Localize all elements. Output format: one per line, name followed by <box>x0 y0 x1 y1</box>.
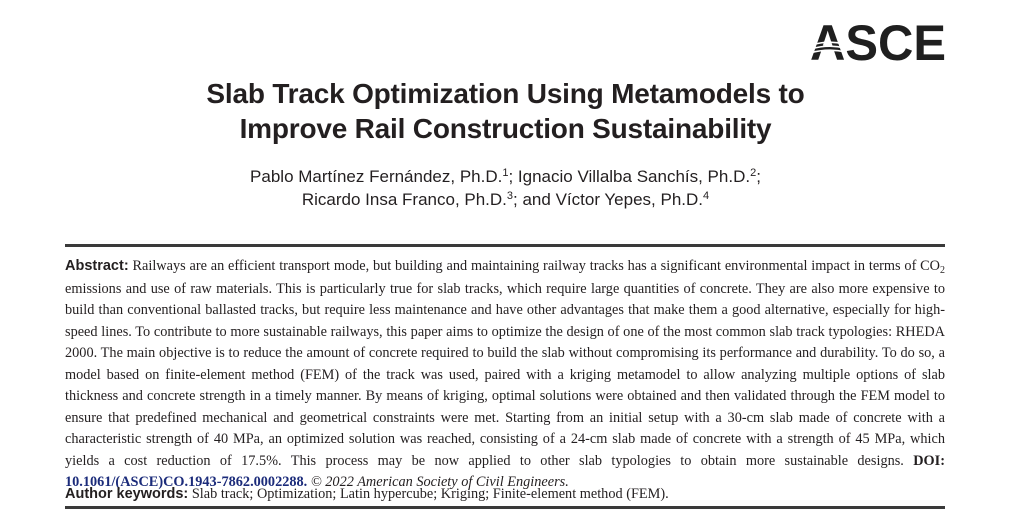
co2-subscript: 2 <box>940 265 945 276</box>
doi-label: DOI: <box>913 452 945 469</box>
abstract-text: Railways are an efficient transport mode, but building and maintaining railway tracks has a significant environmental impact in terms of CO <box>128 258 940 274</box>
author-name: Ignacio Villalba Sanchís, Ph.D. <box>517 167 751 186</box>
affiliation-marker: 3 <box>506 190 514 202</box>
author-keywords <box>65 484 945 504</box>
author-separator: ; <box>756 167 761 186</box>
keywords-text: Slab track; Optimization; Latin hypercube; Kriging; Finite-element method (FEM). <box>188 486 669 502</box>
author-name: Ricardo Insa Franco, Ph.D. <box>301 190 507 209</box>
paper-title <box>0 76 1011 146</box>
keywords-label: Author keywords: <box>65 486 189 502</box>
bottom-divider <box>65 506 945 509</box>
asce-logo <box>810 18 946 64</box>
affiliation-marker: 4 <box>703 190 710 202</box>
abstract <box>65 256 945 494</box>
author-name: Víctor Yepes, Ph.D. <box>555 190 703 209</box>
copyright-notice: © 2022 American Society of Civil Engineers. <box>310 474 569 490</box>
author-list <box>0 165 1011 211</box>
author-line-1 <box>0 165 1011 188</box>
title-line-2: Improve Rail Construction Sustainability <box>239 113 772 144</box>
affiliation-marker: 2 <box>750 167 757 179</box>
abstract-text-continued: emissions and use of raw materials. This is particularly true for slab tracks, which require large quantities of concrete. They are also more expensive to build than conventional ballasted tracks, but require less maintenance and have other advantages that make them a good alternative, especially for high-speed lines. To contribute to more sustainable railways, this paper aims to optimize the design of one of the most common slab track typologies: RHEDA 2000. The main objective is to reduce the amount of concrete required to build the slab without compromising its performance and durability. To do so, a model based on finite-element method (FEM) of the track was used, paired with a kriging metamodel to allow analyzing multiple options of slab thickness and concrete strength in a timely manner. By means of kriging, optimal solutions were obtained and then validated through the FEM model to ensure that predefined mechanical and geometrical constraints were met. Starting from an initial setup with a 30-cm slab made of concrete with a characteristic strength of 40 MPa, an optimized solution was reached, consisting of a 24-cm slab made of concrete with a strength of 45 MPa, which yields a cost reduction of 17.5%. This process may be now applied to other slab typologies to obtain more sustainable designs. <box>65 280 945 469</box>
svg-text:ASCE: ASCE <box>810 18 946 64</box>
author-separator: ; <box>508 167 518 186</box>
title-line-1: Slab Track Optimization Using Metamodels to <box>206 78 805 109</box>
affiliation-marker: 1 <box>502 167 509 179</box>
author-name: Pablo Martínez Fernández, Ph.D. <box>250 167 503 186</box>
top-divider <box>65 244 945 247</box>
author-separator: ; and <box>513 190 556 209</box>
doi-link[interactable]: 10.1061/(ASCE)CO.1943-7862.0002288. <box>65 474 308 490</box>
author-line-2 <box>0 188 1011 211</box>
abstract-label: Abstract: <box>65 258 129 274</box>
